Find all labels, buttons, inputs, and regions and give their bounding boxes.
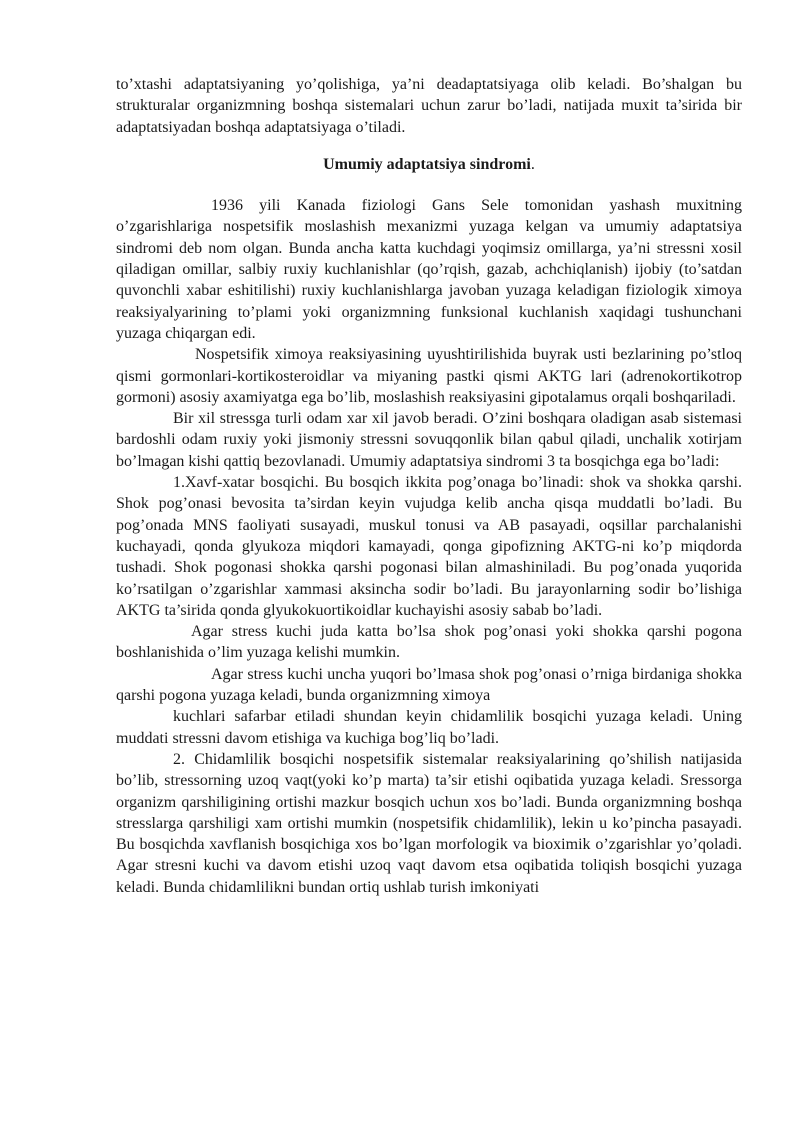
heading-text: Umumiy adaptatsiya sindromi	[323, 155, 531, 173]
intro-paragraph: to’xtashi adaptatsiyaning yo’qolishiga, ya’ni deadaptatsiyaga olib keladi. Bo’shalgan bu strukturalar organizmning boshqa sistemalari uchun zarur bo’ladi, natijada muxit ta’sirida bir adaptatsiyadan boshqa adaptatsiyaga o’tiladi.	[116, 76, 742, 136]
paragraph-alarm-stage: 1.Xavf-xatar bosqichi. Bu bosqich ikkita pog’onaga bo’linadi: shok va shokka qarshi. Shok pog’onasi bevosita ta’sirdan keyin vujudga kelib ancha qisqa muddatli bo’ladi. Bu pog’onada MNS faoliyati susayadi, muskul tonusi va AB pasayadi, oqsillar parchalanishi kuchayadi, qonda glyukoza miqdori kamayadi, qonga gipofizning AKTG-ni ko’p miqdorda tushadi. Shok pogonasi shokka qarshi pogonasi bilan almashiniladi. Bu pog’onada yuqorida ko’rsatilgan o’zgarishlar xammasi aksincha sodir bo’ladi. Bu jarayonlarning sodir bo’lishiga AKTG ta’sirida qonda glyukokuortikoidlar kuchayishi asosiy sabab bo’ladi.	[116, 474, 742, 619]
heading-dot: .	[530, 155, 535, 173]
paragraph-sele: 1936 yili Kanada fiziologi Gans Sele tomonidan yashash muxitning o’zgarishlariga nospetsifik moslashish mexanizmi yuzaga kelgan va umumiy adaptatsiya sindromi deb nom olgan. Bunda ancha katta kuchdagi yoqimsiz omillarga, ya’ni stressni xosil qiladigan omillar, salbiy ruxiy kuchlanishlar (qo’rqish, gazab, achchiqlanish) ijobiy (to’satdan quvonchli xabar eshitilishi) ruxiy kuchlanishlarga javoban yuzaga keladigan fiziologik ximoya reaksiyalyarining to’plami yoki organizmning funksional kuchlanish xaqidagi tushunchani yuzaga chiqargan edi.	[116, 197, 742, 342]
paragraph-stress-response: Bir xil stressga turli odam xar xil javob beradi. O’zini boshqara oladigan asab sistemasi bardoshli odam ruxiy yoki jismoniy stressni sovuqqonlik bilan qabul qiladi, unchalik xotirjam bo’lmagan kishi qattiq bezovlanadi. Umumiy adaptatsiya sindromi 3 ta bosqichga ega bo’ladi:	[116, 410, 742, 470]
paragraph-nospecific-reaction: Nospetsifik ximoya reaksiyasining uyushtirilishida buyrak usti bezlarining po’stloq qismi gormonlari-kortikosteroidlar va miyaning pastki qismi AKTG lari (adrenokortikotrop gormoni) asosiy axamiyatga ega bo’lib, moslashish reaksiyasini gipotalamus orqali boshqariladi.	[116, 346, 742, 406]
paragraph-resistance-stage: 2. Chidamlilik bosqichi nospetsifik sistemalar reaksiyalarining qo’shilish natijasida bo’lib, stressorning uzoq vaqt(yoki ko’p marta) ta’sir etishi oqibatida yuzaga keladi. Sressorga organizm qarshiligining ortishi mazkur bosqich uchun xos bo’ladi. Bunda organizmning boshqa stresslarga qarshiligi xam ortishi mumkin (nospetsifik chidamlilik), lekin u ko’pincha pasayadi. Bu bosqichda xavflanish bosqichiga xos bo’lgan morfologik va bioximik o’zgarishlar yo’qoladi. Agar stresni kuchi va davom etishi uzoq vaqt davom etsa oqibatida toliqish bosqichi yuzaga keladi. Bunda chidamlilikni bundan ortiq ushlab turish imkoniyati	[116, 750, 742, 896]
document-page	[116, 74, 742, 898]
paragraph-moderate-stress: Agar stress kuchi uncha yuqori bo’lmasa shok pog’onasi o’rniga birdaniga shokka qarshi pogona yuzaga keladi, bunda organizmning ximoya	[116, 665, 742, 705]
paragraph-mobilization: kuchlari safarbar etiladi shundan keyin chidamlilik bosqichi yuzaga keladi. Uning muddati stressni davom etishiga va kuchiga bog’liq bo’ladi.	[116, 708, 742, 747]
section-heading	[116, 154, 742, 175]
paragraph-strong-stress: Agar stress kuchi juda katta bo’lsa shok pog’onasi yoki shokka qarshi pogona boshlanishida o’lim yuzaga kelishi mumkin.	[116, 623, 742, 662]
